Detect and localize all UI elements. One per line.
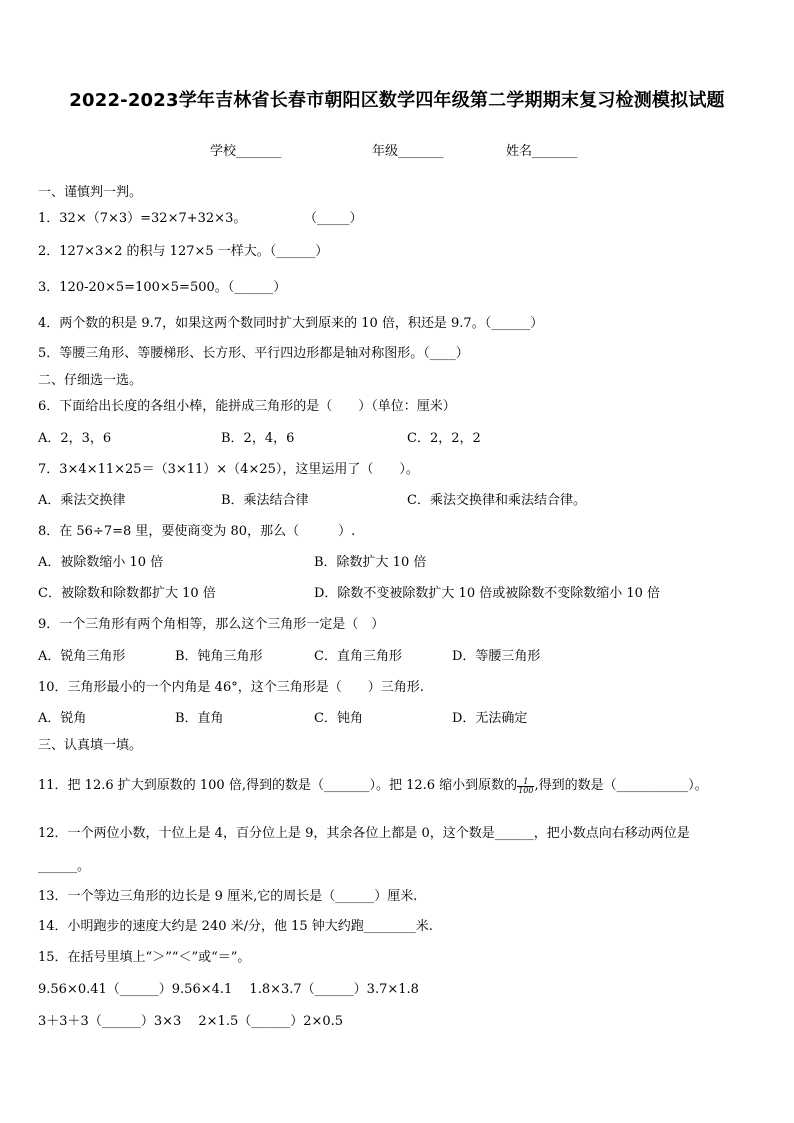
question-7: 7．3×4×11×25＝（3×11）×（4×25），这里运用了（ ）。 bbox=[38, 462, 419, 477]
question-13: 13．一个等边三角形的边长是 9 厘米,它的周长是（______）厘米. bbox=[38, 889, 418, 904]
question-12-line-2: ______。 bbox=[38, 859, 91, 874]
question-4: 4．两个数的积是 9.7，如果这两个数同时扩大到原来的 10 倍，积还是 9.7。（______） bbox=[38, 316, 544, 331]
question-10-option-a[interactable]: A．锐角 bbox=[38, 711, 87, 726]
question-2: 2．127×3×2 的积与 127×5 一样大。（______） bbox=[38, 244, 329, 259]
question-8: 8．在 56÷7=8 里，要使商变为 80，那么（ ）. bbox=[38, 524, 356, 539]
question-1 bbox=[38, 207, 363, 226]
question-8-option-d[interactable]: D．除数不变被除数扩大 10 倍或被除数不变除数缩小 10 倍 bbox=[314, 586, 661, 601]
fraction-denominator: 100 bbox=[518, 786, 534, 795]
question-10-option-c[interactable]: C．钝角 bbox=[314, 711, 363, 726]
page-title: 2022-2023学年吉林省长春市朝阳区数学四年级第二学期期末复习检测模拟试题 bbox=[69, 90, 725, 111]
question-10: 10．三角形最小的一个内角是 46°，这个三角形是（ ）三角形. bbox=[38, 680, 424, 695]
question-6-option-a[interactable]: A．2，3，6 bbox=[38, 431, 112, 446]
question-6: 6．下面给出长度的各组小棒，能拼成三角形的是（ ）（单位：厘米） bbox=[38, 399, 456, 414]
question-7-option-c[interactable]: C．乘法交换律和乘法结合律。 bbox=[407, 493, 586, 508]
question-15-row-2: 3＋3＋3（______）3×3 2×1.5（______）2×0.5 bbox=[38, 1014, 344, 1029]
question-1-text: 1．32×（7×3）=32×7+32×3。 bbox=[38, 211, 247, 226]
school-field[interactable]: 学校_______ bbox=[210, 144, 282, 159]
question-8-option-b[interactable]: B．除数扩大 10 倍 bbox=[314, 555, 427, 570]
question-9-option-b[interactable]: B．钝角三角形 bbox=[175, 649, 263, 664]
section-heading-2: 二、仔细选一选。 bbox=[38, 373, 143, 388]
question-6-option-c[interactable]: C．2，2，2 bbox=[407, 431, 481, 446]
fraction-numerator: 1 bbox=[517, 778, 534, 787]
question-14: 14．小明跑步的速度大约是 240 米/分，他 15 钟大约跑________米. bbox=[38, 919, 433, 934]
question-10-option-d[interactable]: D．无法确定 bbox=[452, 711, 528, 726]
question-12-line-1: 12．一个两位小数，十位上是 4，百分位上是 9，其余各位上都是 0，这个数是______，把小数点向右移动两位是 bbox=[38, 826, 690, 841]
question-7-option-a[interactable]: A．乘法交换律 bbox=[38, 493, 126, 508]
grade-field[interactable]: 年级_______ bbox=[372, 144, 444, 159]
fraction-one-hundredth bbox=[517, 778, 534, 795]
question-15: 15．在括号里填上“＞”“＜”或“＝”。 bbox=[38, 950, 251, 965]
question-6-option-b[interactable]: B．2，4，6 bbox=[221, 431, 295, 446]
question-9-option-c[interactable]: C．直角三角形 bbox=[314, 649, 402, 664]
section-heading-1: 一、谨慎判一判。 bbox=[38, 185, 143, 200]
question-7-option-b[interactable]: B．乘法结合律 bbox=[221, 493, 309, 508]
question-9-option-d[interactable]: D．等腰三角形 bbox=[452, 649, 541, 664]
question-9-option-a[interactable]: A．锐角三角形 bbox=[38, 649, 126, 664]
question-8-option-a[interactable]: A．被除数缩小 10 倍 bbox=[38, 555, 164, 570]
question-11-text-part2: ,得到的数是（___________）。 bbox=[534, 778, 708, 793]
question-15-row-1: 9.56×0.41（______）9.56×4.1 1.8×3.7（______）3.7×1.8 bbox=[38, 982, 419, 997]
question-11-text-part1: 11．把 12.6 扩大到原数的 100 倍,得到的数是（_______）。把 12.6 缩小到原数的 bbox=[38, 778, 518, 793]
question-8-option-c[interactable]: C．被除数和除数都扩大 10 倍 bbox=[38, 586, 216, 601]
section-heading-3: 三、认真填一填。 bbox=[38, 738, 143, 753]
question-11 bbox=[38, 774, 708, 795]
question-5: 5．等腰三角形、等腰梯形、长方形、平行四边形都是轴对称图形。（____） bbox=[38, 346, 469, 361]
question-9: 9．一个三角形有两个角相等，那么这个三角形一定是（ ） bbox=[38, 617, 385, 632]
name-field[interactable]: 姓名_______ bbox=[506, 144, 578, 159]
question-3: 3．120-20×5=100×5=500。（______） bbox=[38, 280, 287, 295]
question-1-blank[interactable]: （_____） bbox=[304, 211, 363, 226]
question-10-option-b[interactable]: B．直角 bbox=[175, 711, 224, 726]
